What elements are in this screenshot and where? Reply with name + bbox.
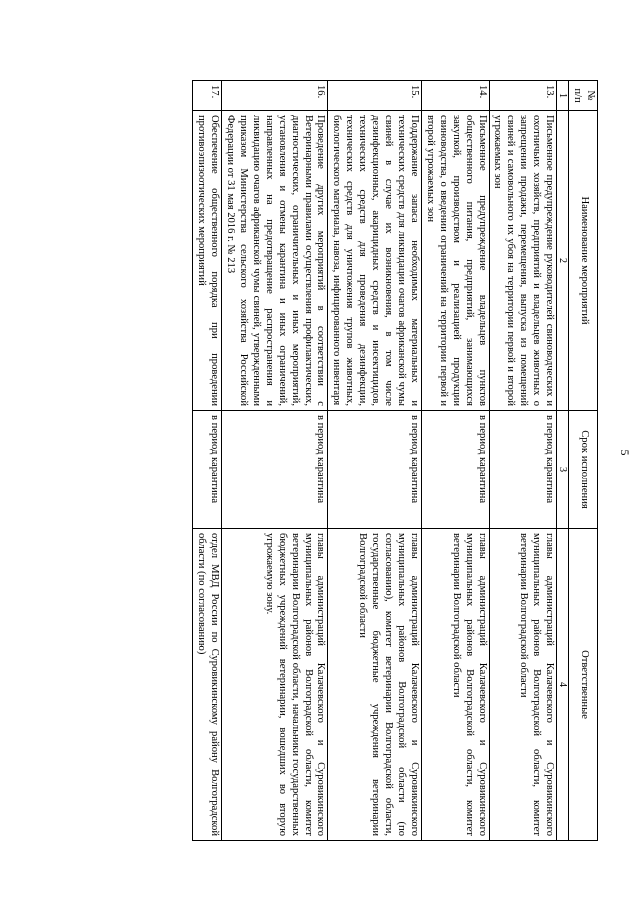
measure-name: Обеспечение общественного порядка при проведении противоэпизоотических мероприятий <box>193 111 222 411</box>
header-name: Наименование мероприятий <box>569 111 598 411</box>
measure-responsible: главы администраций Калачевского и Суровикинского муниципальных районов Волгоградской области (по согласованию), комитет ветеринарии Волгоградской области, государственные бюджетные учреждения ветеринарии Волгоградской области <box>328 529 421 841</box>
table-header-row <box>569 81 598 841</box>
measure-name: Письменное предупреждение владельцев пунктов общественного питания, предприятий, занимающихся закупкой, производством и реализацией продукции свиноводства, о введении ограничений на территории первой и второй угрожаемых зон <box>421 111 489 411</box>
table-row <box>222 81 328 841</box>
measure-name: Проведение других мероприятий в соответствии с Ветеринарными правилами осуществления профилактических, диагностических, ограничительных и иных мероприятий, установления и отмены карантина и иных ограничений, направленных на предотвращение распространения и ликвидацию очагов африканской чумы свиней, утвержденными приказом Министерства сельского хозяйства Российской Федерации от 31 мая 2016 г. № 213 <box>222 111 328 411</box>
page-number: 5 <box>618 449 632 456</box>
measure-name: Письменное предупреждение руководителей свиноводческих и охотничьих хозяйств, предприятий и владельцев животных о запрещении продажи, перемещения, выпуска из помещений свиней и самовольного их убоя на территории первой и второй угрожаемых зон <box>489 111 557 411</box>
table-row <box>193 81 222 841</box>
row-number: 16. <box>222 81 328 111</box>
measure-responsible: главы администраций Калачевского и Суровикинского муниципальных районов Волгоградской области, комитет ветеринарии Волгоградской области <box>489 529 557 841</box>
column-index: 1 <box>557 81 569 111</box>
header-resp: Ответственные <box>569 529 598 841</box>
measure-responsible: отдел МВД России по Суровикинскому району Волгоградской области (по согласованию) <box>193 529 222 841</box>
measure-responsible: главы администраций Калачевского и Суровикинского муниципальных районов Волгоградской области, комитет ветеринарии Волгоградской области <box>421 529 489 841</box>
measures-table <box>192 80 598 841</box>
column-index: 3 <box>557 411 569 529</box>
table-row <box>421 81 489 841</box>
measure-term: в период карантина <box>193 411 222 529</box>
measure-responsible: главы администраций Калачевского и Суровикинского муниципальных районов Волгоградской области, комитет ветеринарии Волгоградской области, начальники государственных бюджетных учреждений ветеринарии, вошедших во вторую угрожаемую зону. <box>222 529 328 841</box>
row-number: 13. <box>489 81 557 111</box>
column-index: 4 <box>557 529 569 841</box>
table-row <box>328 81 421 841</box>
measure-term: в период карантина <box>489 411 557 529</box>
header-num: № п/п <box>569 81 598 111</box>
table-row <box>489 81 557 841</box>
measure-name: Поддержание запаса необходимых материальных и технических средств для ликвидации очагов африканской чумы свиней в случае их возникновения, в том числе дезинфекционных, акарицидных средств и инсектицидов, технических средств для проведения дезинфекции, технических средств для уничтожения трупов животных, биологического материала, навоза, инфицированного инвентаря <box>328 111 421 411</box>
row-number: 15. <box>328 81 421 111</box>
header-term: Срок исполнения <box>569 411 598 529</box>
row-number: 14. <box>421 81 489 111</box>
measure-term: в период карантина <box>421 411 489 529</box>
column-index: 2 <box>557 111 569 411</box>
column-index-row <box>557 81 569 841</box>
measure-term: в период карантина <box>222 411 328 529</box>
row-number: 17. <box>193 81 222 111</box>
measure-term: в период карантина <box>328 411 421 529</box>
